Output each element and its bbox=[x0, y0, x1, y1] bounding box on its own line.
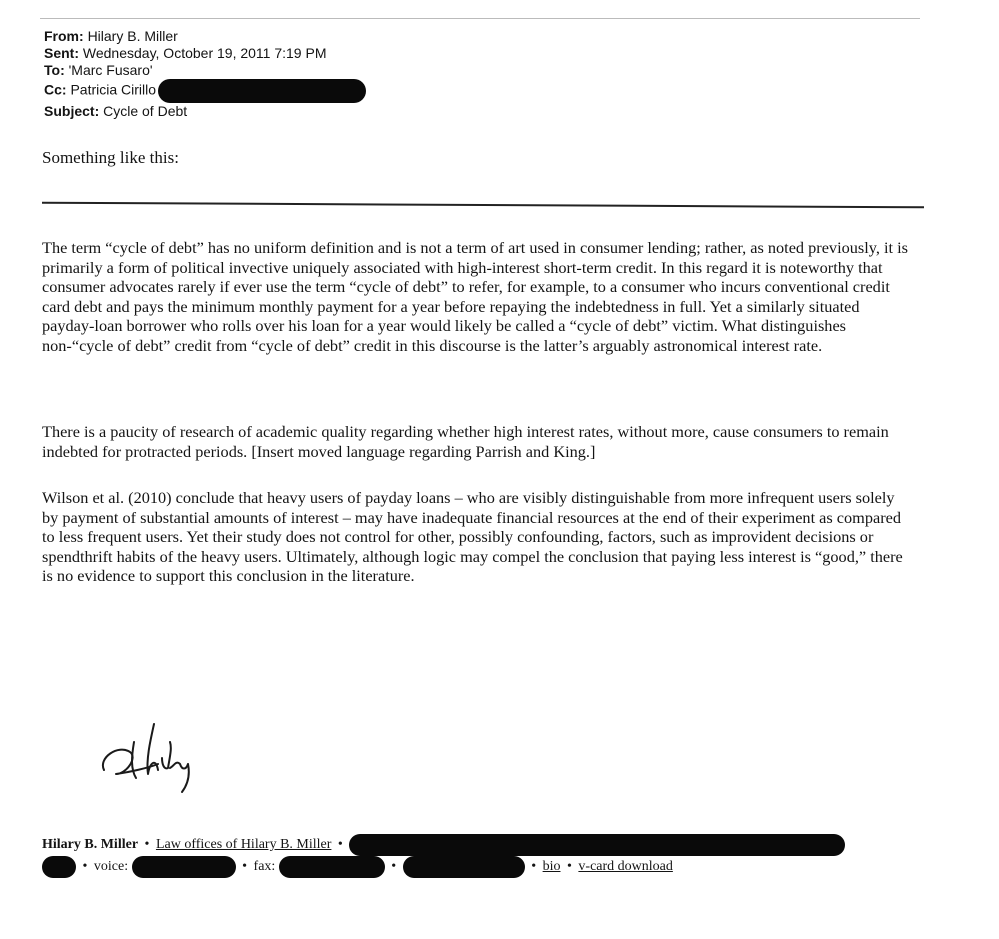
subject-value: Cycle of Debt bbox=[103, 103, 188, 119]
fax-redaction bbox=[279, 856, 385, 878]
handwritten-signature bbox=[96, 712, 206, 802]
sent-value: Wednesday, October 19, 2011 7:19 PM bbox=[82, 45, 327, 61]
divider-rule bbox=[42, 202, 924, 209]
fax-label: fax: bbox=[253, 859, 276, 875]
bullet: • bbox=[567, 859, 572, 875]
bullet: • bbox=[337, 837, 343, 853]
header-top-rule bbox=[40, 18, 920, 19]
cc-label: Cc: bbox=[44, 81, 67, 98]
bullet: • bbox=[82, 859, 88, 875]
signature-firm: Law offices of Hilary B. Miller bbox=[155, 837, 332, 853]
to-label: To: bbox=[44, 62, 65, 78]
signature-block bbox=[42, 834, 845, 878]
from-value: Hilary B. Miller bbox=[87, 28, 178, 44]
bullet: • bbox=[391, 859, 397, 875]
sent-label: Sent: bbox=[44, 45, 79, 61]
paragraph-cycle-of-debt: The term “cycle of debt” has no uniform definition and is not a term of art used in consumer lending; rather, as noted previously, it is primarily a form of political invective uniquely associated with high-interest short-term credit. In this regard it is noteworthy that consumer advocates rarely if ever use the term “cycle of debt” to refer, for example, to a consumer who incurs conventional credit card debt and pays the minimum monthly payment for a year before repaying the indebtedness in full. Yet a similarly situated payday-loan borrower who rolls over his loan for a year would likely be called a “cycle of debt” victim. What distinguishes non-“cycle of debt” credit from “cycle of debt” credit in this discourse is the latter’s arguably astronomical interest rate. bbox=[42, 238, 908, 355]
bullet: • bbox=[531, 859, 537, 875]
signature-line-2 bbox=[42, 856, 845, 878]
phone-prefix-redaction bbox=[42, 856, 76, 878]
voice-label: voice: bbox=[93, 859, 129, 875]
address-redaction bbox=[349, 834, 845, 856]
vcard-download-link[interactable]: v-card download bbox=[578, 859, 673, 875]
paragraph-research: There is a paucity of research of academic quality regarding whether high interest rates, without more, cause consumers to remain indebted for protracted periods. [Insert moved language regarding Parrish and King.] bbox=[42, 422, 889, 461]
to-row bbox=[44, 62, 366, 79]
to-value: 'Marc Fusaro' bbox=[68, 62, 153, 78]
paragraph-wilson: Wilson et al. (2010) conclude that heavy users of payday loans – who are visibly distinguishable from more infrequent users solely by payment of substantial amounts of interest – may have inadequate financial resources at the end of their experiment as compared to less frequent users. Yet their study does not control for other, possibly confounding, factors, such as improvident decisions or spendthrift habits of the heavy users. Ultimately, although logic may compel the conclusion that paying less interest is “good,” there is no evidence to support this conclusion in the literature. bbox=[42, 488, 903, 586]
signature-name: Hilary B. Miller bbox=[42, 837, 139, 853]
email-redaction bbox=[403, 856, 525, 878]
bullet: • bbox=[144, 837, 150, 853]
cc-row bbox=[44, 79, 366, 103]
cc-value: Patricia Cirillo bbox=[70, 81, 157, 98]
from-row bbox=[44, 28, 366, 45]
sent-row bbox=[44, 45, 366, 62]
cc-redaction bbox=[158, 79, 366, 103]
greeting: Something like this: bbox=[42, 148, 179, 167]
bio-link[interactable]: bio bbox=[542, 859, 561, 875]
bullet: • bbox=[242, 859, 248, 875]
voice-redaction bbox=[132, 856, 236, 878]
signature-line-1 bbox=[42, 834, 845, 856]
email-header bbox=[44, 28, 366, 120]
subject-row bbox=[44, 103, 366, 120]
from-label: From: bbox=[44, 28, 84, 44]
subject-label: Subject: bbox=[44, 103, 100, 119]
